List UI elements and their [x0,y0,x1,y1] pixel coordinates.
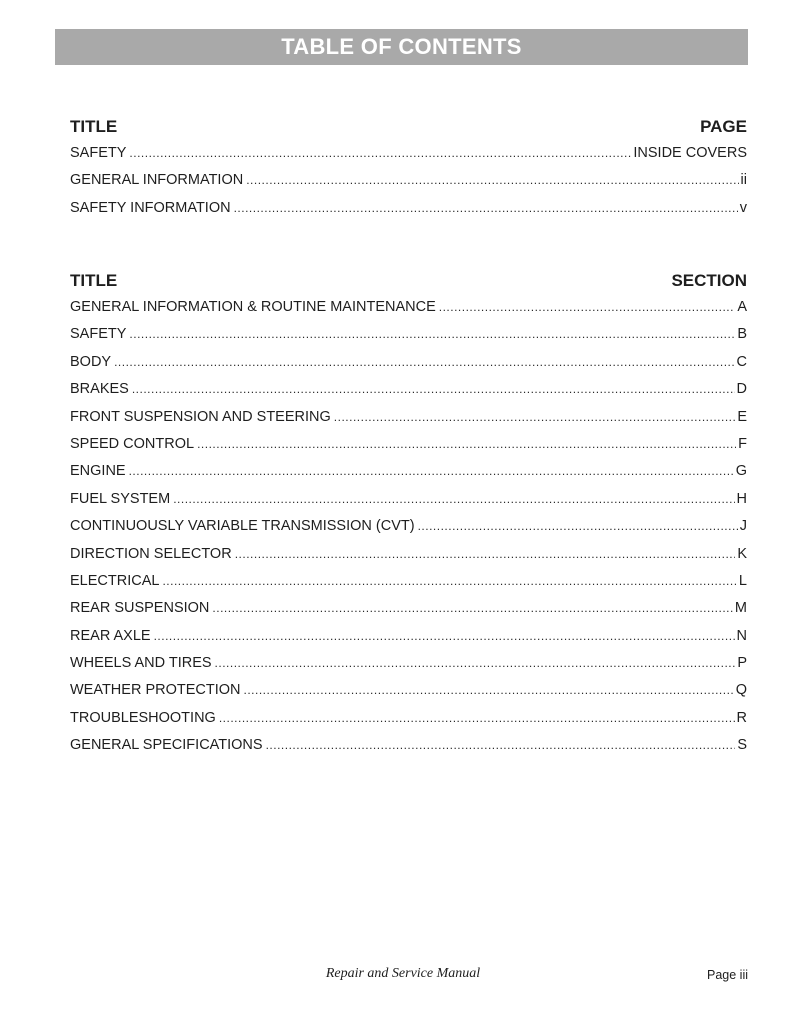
toc-entry-title: SAFETY [70,326,127,343]
toc-entry[interactable] [70,518,747,545]
dot-leader [212,600,733,617]
toc-entry-title: GENERAL INFORMATION [70,172,244,189]
dot-leader [129,326,735,343]
toc-entry-section: D [736,381,747,398]
dot-leader [215,655,736,672]
toc-entry[interactable] [70,172,747,199]
page-column-label: PAGE [700,117,747,136]
section-entries-list [70,299,747,765]
toc-entry-page: INSIDE COVERS [633,145,747,161]
toc-entry[interactable] [70,299,747,326]
dot-leader [132,381,735,398]
toc-entry-section: G [735,463,747,480]
toc-entry-title: FUEL SYSTEM [70,490,171,507]
dot-leader [418,518,738,535]
toc-entry-title: WHEELS AND TIRES [70,655,212,672]
toc-entry-section: R [736,709,747,726]
toc-entry-title: ENGINE [70,463,126,480]
dot-leader [244,682,734,699]
toc-entry-section: B [737,326,747,343]
toc-entry[interactable] [70,600,747,627]
toc-entry[interactable] [70,381,747,408]
toc-entry-section: P [737,655,747,672]
toc-entry-section: E [737,408,747,425]
toc-entry[interactable] [70,491,747,518]
title-column-label: TITLE [70,271,118,290]
toc-entry-title: WEATHER PROTECTION [70,682,241,699]
toc-entry-page: v [739,199,747,216]
toc-entry-title: DIRECTION SELECTOR [70,545,232,562]
toc-entry-section: L [738,572,747,589]
toc-entry-section: A [737,299,747,315]
dot-leader [266,737,736,754]
toc-entry-title: SAFETY [70,145,127,161]
toc-entry-title: BODY [70,353,112,370]
dot-leader [129,145,631,162]
toc-entry-title: GENERAL INFORMATION & ROUTINE MAINTENANCE [70,299,436,315]
toc-entry[interactable] [70,546,747,573]
toc-entry[interactable] [70,409,747,436]
title-column-label: TITLE [70,117,118,136]
toc-entry[interactable] [70,710,747,737]
toc-entry[interactable] [70,463,747,490]
toc-entry-title: FRONT SUSPENSION AND STEERING [70,408,331,425]
toc-entry[interactable] [70,573,747,600]
dot-leader [162,573,736,590]
toc-entry-title: BRAKES [70,381,129,398]
toc-entry[interactable] [70,436,747,463]
dot-leader [129,463,734,480]
toc-entry-title: REAR AXLE [70,627,151,644]
section-column-header [70,271,747,291]
toc-entry[interactable] [70,200,747,227]
manual-title: Repair and Service Manual [325,966,481,981]
toc-entry-section: J [739,518,747,535]
toc-entry-section: F [738,435,747,452]
page-entries-list [70,145,747,227]
toc-banner: TABLE OF CONTENTS [55,29,748,65]
page-number: Page iii [707,968,748,982]
toc-entry-section: N [736,627,747,644]
dot-leader [246,172,738,189]
toc-entry[interactable] [70,354,747,381]
toc-entry-title: CONTINUOUSLY VARIABLE TRANSMISSION (CVT) [70,518,415,535]
toc-entry-page: ii [740,172,747,189]
dot-leader [154,628,735,645]
section-column-label: SECTION [671,271,747,290]
toc-entry[interactable] [70,655,747,682]
dot-leader [219,710,735,727]
toc-entry-section: Q [735,682,747,699]
toc-entry[interactable] [70,326,747,353]
page-column-header [70,117,747,137]
toc-entry-title: GENERAL SPECIFICATIONS [70,737,263,754]
toc-entry-section: M [734,600,747,617]
toc-entry[interactable] [70,628,747,655]
toc-entry-section: C [736,353,747,370]
toc-entry-title: TROUBLESHOOTING [70,709,216,726]
toc-entry-section: S [737,737,747,754]
toc-entry-title: SPEED CONTROL [70,435,195,452]
dot-leader [234,200,738,217]
dot-leader [334,409,736,426]
toc-entry-section: H [736,490,747,507]
toc-entry[interactable] [70,682,747,709]
toc-entry-title: ELECTRICAL [70,572,160,589]
toc-entry[interactable] [70,737,747,764]
toc-entry-title: SAFETY INFORMATION [70,199,231,216]
dot-leader [439,299,736,316]
dot-leader [114,354,734,371]
dot-leader [235,546,736,563]
dot-leader [197,436,736,453]
toc-entry-section: K [737,545,747,562]
dot-leader [173,491,734,508]
toc-entry[interactable] [70,145,747,172]
toc-entry-title: REAR SUSPENSION [70,600,210,617]
